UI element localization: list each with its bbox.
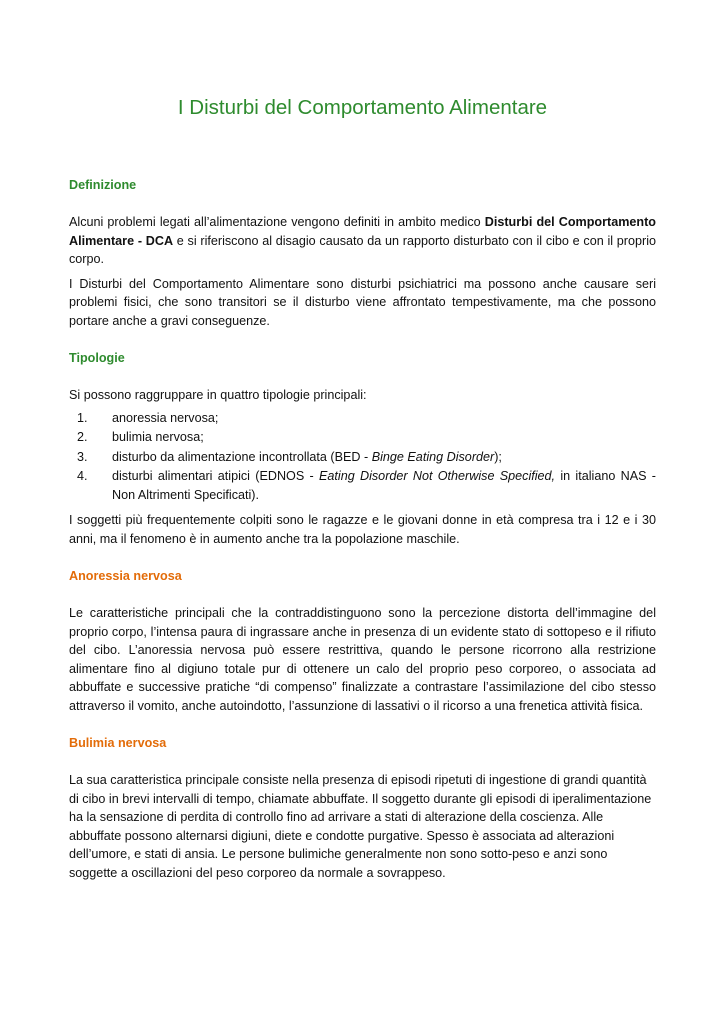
- anoressia-paragraph: Le caratteristiche principali che la contraddistinguono sono la percezione distorta dell’immagine del proprio corpo, l’intensa paura di ingrassare anche in presenza di un evidente stato di sottopeso e il rifiuto del cibo. L’anoressia nervosa può essere restrittiva, quando le persone ricorrono alla restrizione alimentare fino al digiuno totale pur di ottenere un calo del proprio peso corporeo, o associata ad abbuffate e successive pratiche “di compenso” finalizzate a contrastare l’assimilazione del cibo stesso attraverso il vomito, anche autoindotto, l’assunzione di lassativi o il ricorso a una frenetica attività fisica.: [69, 606, 656, 713]
- list-item: [69, 428, 656, 447]
- heading-bulimia: Bulimia nervosa: [69, 736, 167, 750]
- tipologie-list: [69, 409, 656, 505]
- tipologie-closing: I soggetti più frequentemente colpiti sono le ragazze e le giovani donne in età compresa tra i 12 e i 30 anni, ma il fenomeno è in aumento anche tra la popolazione maschile.: [69, 513, 656, 546]
- list-item: [69, 448, 656, 467]
- list-item-text: bulimia nervosa;: [112, 430, 204, 444]
- tipologie-intro: Si possono raggruppare in quattro tipologie principali:: [69, 388, 367, 402]
- definizione-paragraph-1: [69, 213, 656, 269]
- list-item-number: 3.: [77, 449, 88, 464]
- list-item-text: anoressia nervosa;: [112, 410, 219, 425]
- list-item-text: disturbo da alimentazione incontrollata (BED -: [112, 449, 372, 464]
- list-item-text-end: in italiano NAS - Non Altrimenti Specificati).: [112, 469, 656, 502]
- bulimia-paragraph: La sua caratteristica principale consiste nella presenza di episodi ripetuti di ingestione di grandi quantità di cibo in brevi intervalli di tempo, chiamate abbuffate. Il soggetto durante gli episodi di iperalimentazione ha la sensazione di perdita di controllo fino ad arrivare a stati di alterazione della coscienza. Alle abbuffate possono alternarsi digiuni, diete e condotte purgative. Spesso è associata ad alterazioni dell’umore, e stati di ansia. Le persone bulimiche generalmente non sono sotto-peso e anzi sono soggette a oscillazioni del peso corporeo da normale a sovrappeso.: [69, 773, 652, 880]
- list-item-number: 2.: [77, 430, 88, 444]
- definizione-paragraph-2: I Disturbi del Comportamento Alimentare sono disturbi psichiatrici ma possono anche causare seri problemi fisici, che sono transitori se il disturbo viene affrontato tempestivamente, ma che possono portare anche a gravi conseguenze.: [69, 276, 656, 328]
- definizione-p1-text: Alcuni problemi legati all’alimentazione vengono definiti in ambito medico: [69, 215, 485, 229]
- list-item-text: disturbi alimentari atipici (EDNOS -: [112, 469, 319, 483]
- document-title: I Disturbi del Comportamento Alimentare: [177, 96, 548, 119]
- list-item-italic: Eating Disorder Not Otherwise Specified,: [319, 469, 556, 483]
- list-item-number: 1.: [77, 410, 88, 425]
- definizione-p1-bold: Disturbi del Comportamento Alimentare - DCA: [69, 215, 656, 248]
- list-item-number: 4.: [77, 469, 88, 483]
- definizione-p1-text-end: e si riferiscono al disagio causato da un rapporto disturbato con il cibo e con il proprio corpo.: [69, 233, 656, 266]
- list-item: [69, 409, 656, 428]
- list-item-text-end: );: [494, 449, 502, 464]
- heading-anoressia: Anoressia nervosa: [69, 569, 182, 583]
- heading-tipologie: Tipologie: [69, 351, 125, 365]
- heading-definizione: Definizione: [69, 178, 137, 192]
- list-item-italic: Binge Eating Disorder: [371, 449, 495, 464]
- list-item: [69, 467, 656, 504]
